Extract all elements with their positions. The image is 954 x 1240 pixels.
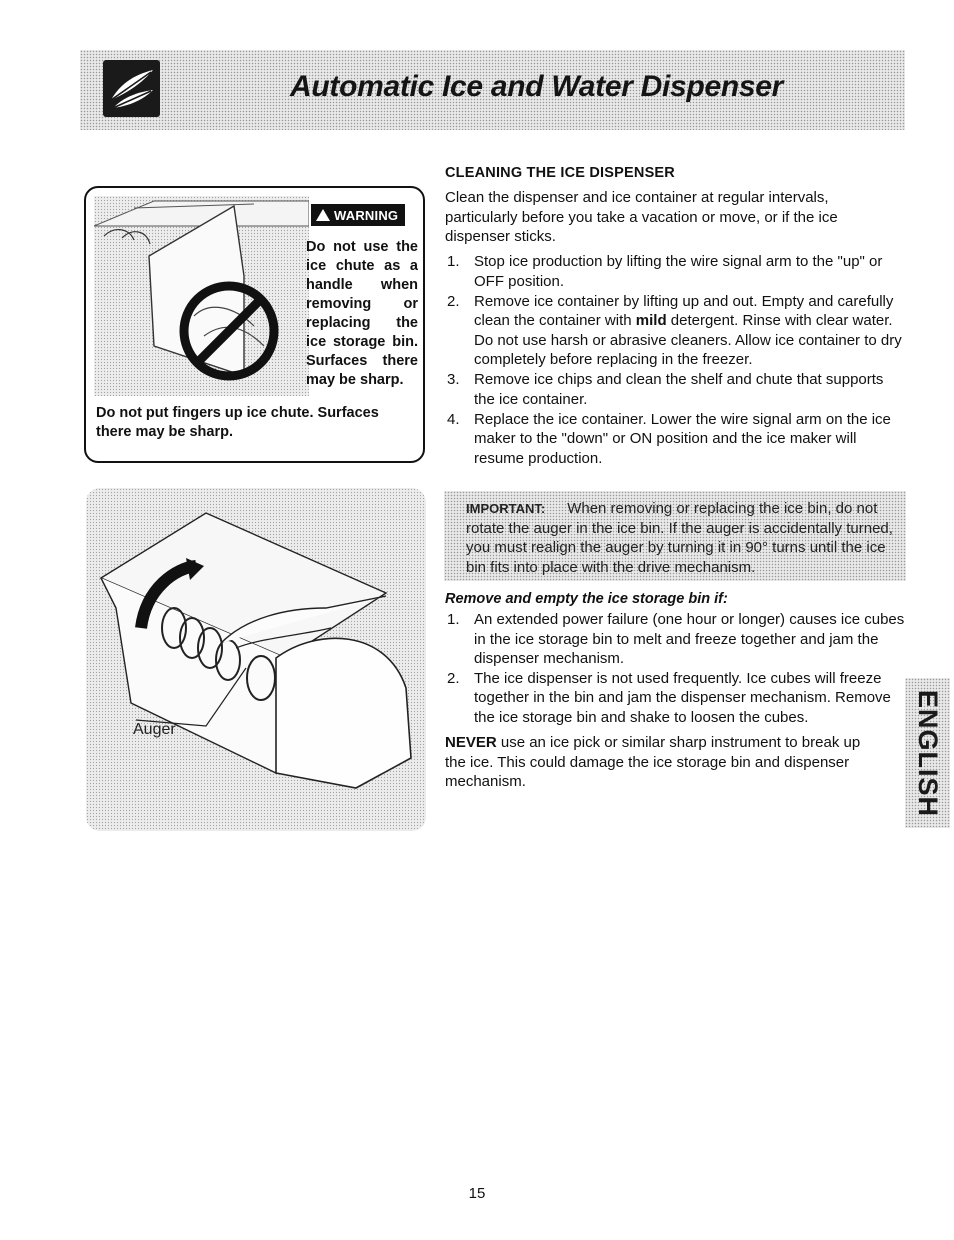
warning-side-text: Do not use the ice chute as a handle when removing or replacing the ice storage bin. Surfaces there may be sharp. [306,239,418,388]
step-text: Replace the ice container. Lower the wire signal arm on the ice maker to the "down" or ON position and the ice maker will resume production. [474,410,891,467]
step-emphasis: mild [635,312,667,329]
list-item [445,669,907,728]
step-number: 2. [447,292,460,310]
list-item [445,610,907,669]
step-text: An extended power failure (one hour or longer) causes ice cubes in the ice storage bin to melt and freeze together and jam the dispenser mechanism. [474,611,905,667]
step-number: 1. [447,611,460,628]
warning-triangle-icon [316,209,330,221]
step-text: Stop ice production by lifting the wire signal arm to the "up" or OFF position. [474,253,883,290]
page-number: 15 [468,1185,486,1202]
step-number: 1. [447,253,460,270]
auger-illustration [86,488,426,831]
warning-bottom-text: Do not put fingers up ice chute. Surfaces there may be sharp. [96,405,379,440]
important-note [466,499,901,577]
auger-label: Auger [133,721,176,738]
important-label: IMPORTANT: [466,501,546,516]
step-number: 2. [447,669,460,687]
step-text: The ice dispenser is not used frequently. Ice cubes will freeze together in the bin and jam the dispenser mechanism. Remove the ice storage bin and shake to loosen the cubes. [474,669,891,726]
remove-heading: Remove and empty the ice storage bin if: [445,591,728,607]
important-text: When removing or replacing the ice bin, do not rotate the auger in the ice bin. If the auger is accidentally turned, you must realign the auger by turning it in 90° turns until the ice bin fits into place with the drive mechanism. [466,500,893,576]
language-tab-label: ENGLISH [913,689,944,817]
never-warning [445,733,885,792]
remove-steps [445,610,907,727]
step-text: Remove ice chips and clean the shelf and chute that supports the ice container. [474,371,884,408]
list-item [445,410,907,469]
step-number: 3. [447,371,460,388]
warning-badge [311,204,405,226]
ice-chute-illustration [94,196,309,396]
warning-box [84,186,425,463]
leaf-logo-icon [103,60,160,117]
step-text-continued: detergent. Rinse with clear water. Do not use harsh or abrasive cleaners. Allow ice container to dry completely before replacing in the freezer. [474,312,902,368]
list-item [445,370,907,409]
cleaning-steps [445,252,907,469]
step-text: Remove ice container by lifting up and out. Empty and carefully clean the container with [474,292,894,329]
language-tab-label-wrap [905,678,950,828]
cleaning-heading: CLEANING THE ICE DISPENSER [445,165,675,181]
list-item [445,252,907,291]
list-item [445,292,907,370]
page-title: Automatic Ice and Water Dispenser [290,70,784,103]
step-number: 4. [447,410,460,428]
warning-badge-label: WARNING [334,207,399,223]
never-text: use an ice pick or similar sharp instrument to break up the ice. This could damage the ice storage bin and dispenser mechanism. [445,734,861,790]
cleaning-intro: Clean the dispenser and ice container at regular intervals, particularly before you take a vacation or move, or if the ice dispenser sticks. [445,189,838,245]
never-label: NEVER [445,734,497,751]
